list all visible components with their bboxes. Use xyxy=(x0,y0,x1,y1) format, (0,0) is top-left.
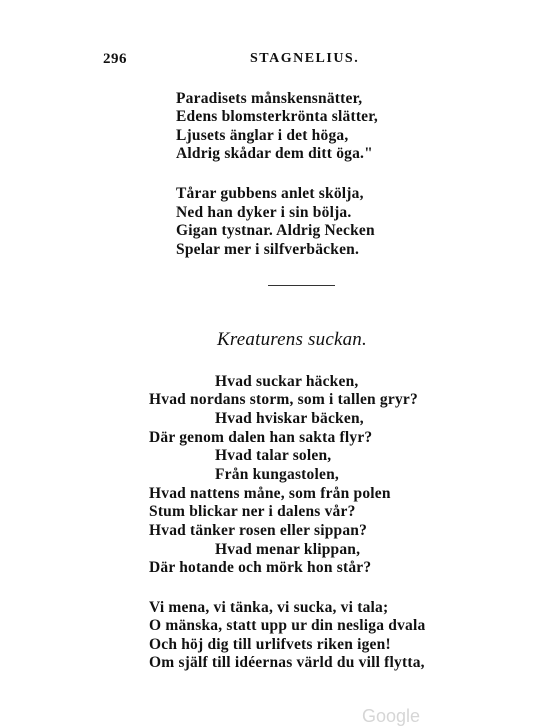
verse-line: Om själf till idéernas värld du vill flytta, xyxy=(149,654,425,671)
verse-line: Hvad nattens måne, som från polen xyxy=(149,485,391,502)
page-number: 296 xyxy=(103,51,127,67)
verse-line: O mänska, statt upp ur din nesliga dvala xyxy=(149,617,426,634)
verse-line: Hvad suckar häcken, xyxy=(215,373,359,390)
verse-line: Gigan tystnar. Aldrig Necken xyxy=(176,222,375,239)
verse-line: Paradisets månskensnätter, xyxy=(176,90,363,107)
verse-line: Ljusets änglar i det höga, xyxy=(176,127,349,144)
verse-line: Edens blomsterkrönta slätter, xyxy=(176,108,378,125)
verse-line: Stum blickar ner i dalens vår? xyxy=(149,503,356,520)
verse-line: Och höj dig till urlifvets riken igen! xyxy=(149,636,391,653)
poem-title: Kreaturens suckan. xyxy=(217,329,367,350)
verse-line: Hvad talar solen, xyxy=(215,447,332,464)
verse-line: Hvad nordans storm, som i tallen gryr? xyxy=(149,391,418,408)
verse-line: Vi mena, vi tänka, vi sucka, vi tala; xyxy=(149,599,389,616)
verse-line: Hvad menar klippan, xyxy=(215,541,361,558)
verse-line: Ned han dyker i sin bölja. xyxy=(176,204,352,221)
verse-line: Aldrig skådar dem ditt öga." xyxy=(176,145,373,162)
verse-line: Spelar mer i silfverbäcken. xyxy=(176,241,360,258)
verse-line: Tårar gubbens anlet skölja, xyxy=(176,185,364,202)
verse-line: Där hotande och mörk hon står? xyxy=(149,559,372,576)
verse-line: Hvad hviskar bäcken, xyxy=(215,410,364,427)
verse-line: Där genom dalen han sakta flyr? xyxy=(149,429,373,446)
watermark-logo: Google xyxy=(362,706,421,726)
verse-line: Hvad tänker rosen eller sippan? xyxy=(149,522,368,539)
verse-line: Från kungastolen, xyxy=(215,466,339,483)
section-divider xyxy=(268,285,335,286)
running-title: STAGNELIUS. xyxy=(250,51,360,66)
